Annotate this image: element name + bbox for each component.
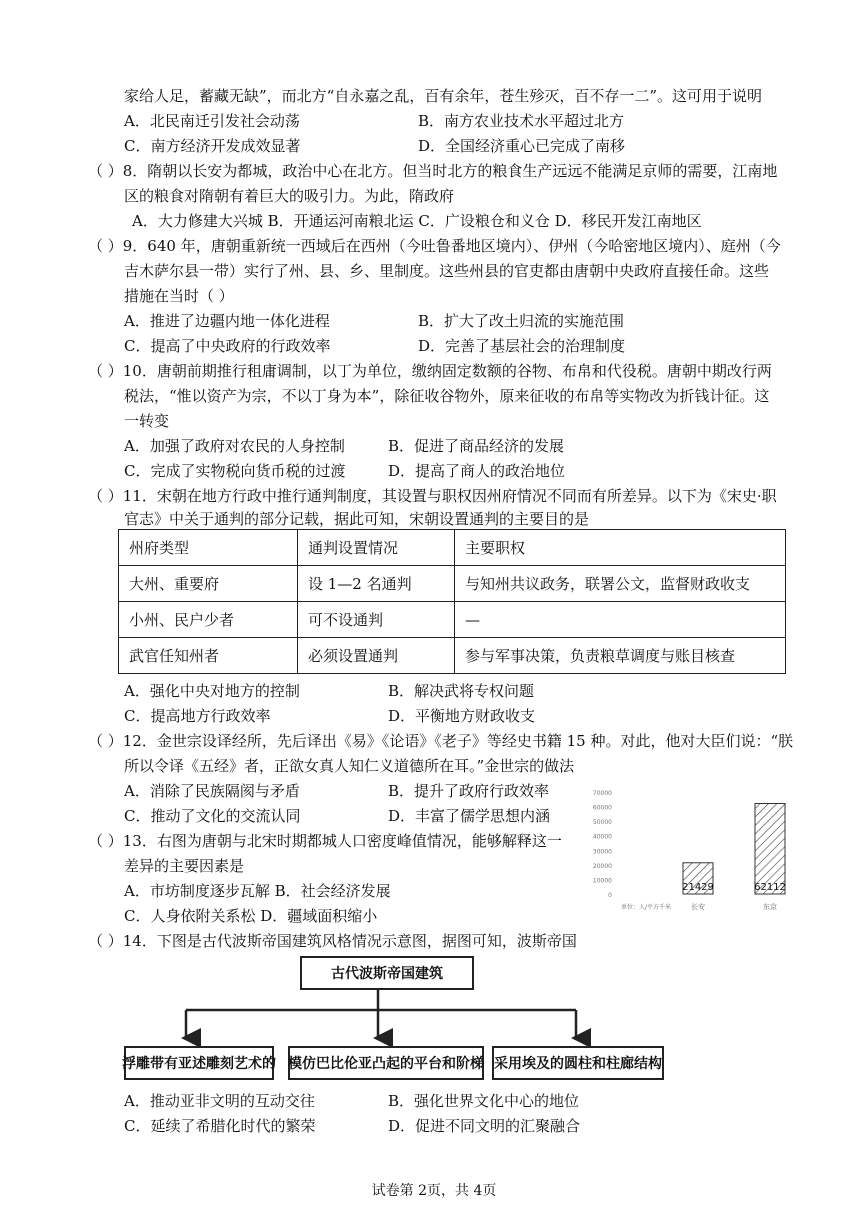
q12-option-c: C．推动了文化的交流认同 xyxy=(124,807,301,825)
x-tick-label: 长安 xyxy=(691,903,705,911)
table-cell: 必须设置通判 xyxy=(298,638,455,674)
q8-options: A．大力修建大兴城 B．开通运河南粮北运 C．广设粮仓和义仓 D．移民开发江南地区 xyxy=(132,212,702,230)
y-tick-label: 0 xyxy=(608,892,612,899)
q11-option-c: C．提高地方行政效率 xyxy=(124,707,271,725)
q9-option-a: A．推进了边疆内地一体化进程 xyxy=(124,312,330,330)
q11-option-a: A．强化中央对地方的控制 xyxy=(124,682,300,700)
q7-stem-line: 家给人足，蓄藏无缺”，而北方“自永嘉之乱，百有余年，苍生殄灭，百不存一二”。这可用于说明 xyxy=(124,87,763,105)
q10-option-b: B．促进了商品经济的发展 xyxy=(388,437,565,455)
q12-stem-line-2: 所以令译《五经》者，正欲女真人知仁义道德所在耳。”金世宗的做法 xyxy=(124,757,575,775)
q11-option-b: B．解决武将专权问题 xyxy=(388,682,535,700)
page-footer: 试卷第 2页，共 4页 xyxy=(371,1183,497,1199)
q10-option-c: C．完成了实物税向货币税的过渡 xyxy=(124,462,346,480)
q10-stem-line-2: 税法，“惟以资产为宗，不以丁身为本”，除征收谷物外，原来征收的布帛等实物改为折钱计征。这 xyxy=(124,387,770,405)
table-row xyxy=(119,566,786,602)
table-row xyxy=(119,638,786,674)
q8-stem-line-2: 区的粮食对隋朝有着巨大的吸引力。为此，隋政府 xyxy=(124,187,455,205)
x-tick-label: 东京 xyxy=(763,903,777,911)
q14-option-b: B．强化世界文化中心的地位 xyxy=(388,1092,580,1110)
bar xyxy=(755,803,785,894)
q14-option-c: C．延续了希腊化时代的繁荣 xyxy=(124,1117,316,1135)
unit-label: 单位：人/平方千米 xyxy=(620,904,672,911)
diagram-child-box: 采用埃及的圆柱和柱廊结构 xyxy=(492,1046,664,1080)
q11-stem-line-1: （ ）11．宋朝在地方行政中推行通判制度，其设置与职权因州府情况不同而有所差异。以下为《宋史·职 xyxy=(88,487,777,505)
population-density-chart xyxy=(586,782,792,922)
q11-option-d: D．平衡地方财政收支 xyxy=(388,707,536,725)
q14-option-d: D．促进不同文明的汇聚融合 xyxy=(388,1117,581,1135)
y-tick-label: 40000 xyxy=(592,833,612,841)
table-header-cell: 通判设置情况 xyxy=(298,530,455,566)
q9-stem-line-2: 吉木萨尔县一带）实行了州、县、乡、里制度。这些州县的官吏都由唐朝中央政府直接任命。这些 xyxy=(124,262,770,280)
q10-stem-line-1: （ ）10．唐朝前期推行租庸调制，以丁为单位，缴纳固定数额的谷物、布帛和代役税。唐朝中期改行两 xyxy=(88,362,772,380)
y-tick-label: 10000 xyxy=(592,877,612,885)
q13-stem-line-2: 差异的主要因素是 xyxy=(124,857,245,875)
y-tick-label: 60000 xyxy=(592,804,612,812)
q9-stem-line-1: （ ）9．640 年，唐朝重新统一西域后在西州（今吐鲁番地区境内）、伊州（今哈密地区境内）、庭州（今 xyxy=(88,237,781,255)
table-header-cell: 主要职权 xyxy=(455,530,786,566)
y-tick-label: 30000 xyxy=(592,848,612,856)
q12-option-d: D．丰富了儒学思想内涵 xyxy=(388,807,551,825)
q9-option-b: B．扩大了改土归流的实施范围 xyxy=(418,312,625,330)
bar-value-label: 62112 xyxy=(754,882,786,893)
q10-option-a: A．加强了政府对农民的人身控制 xyxy=(124,437,345,455)
y-tick-label: 70000 xyxy=(592,790,612,797)
y-tick-label: 50000 xyxy=(592,819,612,827)
q12-option-b: B．提升了政府行政效率 xyxy=(388,782,550,800)
q13-options-ab: A．市坊制度逐步瓦解 B．社会经济发展 xyxy=(124,882,391,900)
q9-stem-line-3: 措施在当时（ ） xyxy=(124,287,234,305)
table-row xyxy=(119,602,786,638)
q13-stem-line-1: （ ）13．右图为唐朝与北宋时期都城人口密度峰值情况，能够解释这一 xyxy=(88,832,562,850)
table-cell: 可不设通判 xyxy=(298,602,455,638)
q10-stem-line-3: 一转变 xyxy=(124,412,170,430)
diagram-child-box: 模仿巴比伦亚凸起的平台和阶梯 xyxy=(288,1046,484,1080)
diagram-child-box: 浮雕带有亚述雕刻艺术的 xyxy=(124,1046,274,1080)
q14-option-a: A．推动亚非文明的互动交往 xyxy=(124,1092,315,1110)
q9-option-d: D．完善了基层社会的治理制度 xyxy=(418,337,626,355)
tongpan-table xyxy=(118,529,786,674)
q9-option-c: C．提高了中央政府的行政效率 xyxy=(124,337,331,355)
q11-stem-line-2: 官志》中关于通判的部分记载，据此可知，宋朝设置通判的主要目的是 xyxy=(124,510,590,528)
q7-option-b: B．南方农业技术水平超过北方 xyxy=(418,112,625,130)
y-tick-label: 20000 xyxy=(592,862,612,870)
q7-option-d: D．全国经济重心已完成了南移 xyxy=(418,137,626,155)
table-cell: 武官任知州者 xyxy=(119,638,298,674)
table-cell: 小州、民户少者 xyxy=(119,602,298,638)
q10-option-d: D．提高了商人的政治地位 xyxy=(388,462,566,480)
table-cell: — xyxy=(455,602,786,638)
q7-option-a: A．北民南迁引发社会动荡 xyxy=(124,112,300,130)
table-header-cell: 州府类型 xyxy=(119,530,298,566)
table-cell: 大州、重要府 xyxy=(119,566,298,602)
table-cell: 设 1—2 名通判 xyxy=(298,566,455,602)
table-cell: 与知州共议政务，联署公文，监督财政收支 xyxy=(455,566,786,602)
table-cell: 参与军事决策，负责粮草调度与账目核查 xyxy=(455,638,786,674)
q14-stem-line: （ ）14．下图是古代波斯帝国建筑风格情况示意图，据图可知，波斯帝国 xyxy=(88,932,577,950)
q13-options-cd: C．人身依附关系松 D．疆域面积缩小 xyxy=(124,907,378,925)
q8-stem-line-1: （ ）8．隋朝以长安为都城，政治中心在北方。但当时北方的粮食生产远远不能满足京师的需要，江南地 xyxy=(88,162,778,180)
q12-stem-line-1: （ ）12．金世宗设译经所，先后译出《易》《论语》《老子》等经史书籍 15 种。对此，他对大臣们说：“朕 xyxy=(88,732,794,750)
diagram-root-box: 古代波斯帝国建筑 xyxy=(300,956,474,990)
bar-value-label: 21429 xyxy=(682,882,714,893)
q7-option-c: C．南方经济开发成效显著 xyxy=(124,137,301,155)
table-header-row xyxy=(119,530,786,566)
q12-option-a: A．消除了民族隔阂与矛盾 xyxy=(124,782,300,800)
